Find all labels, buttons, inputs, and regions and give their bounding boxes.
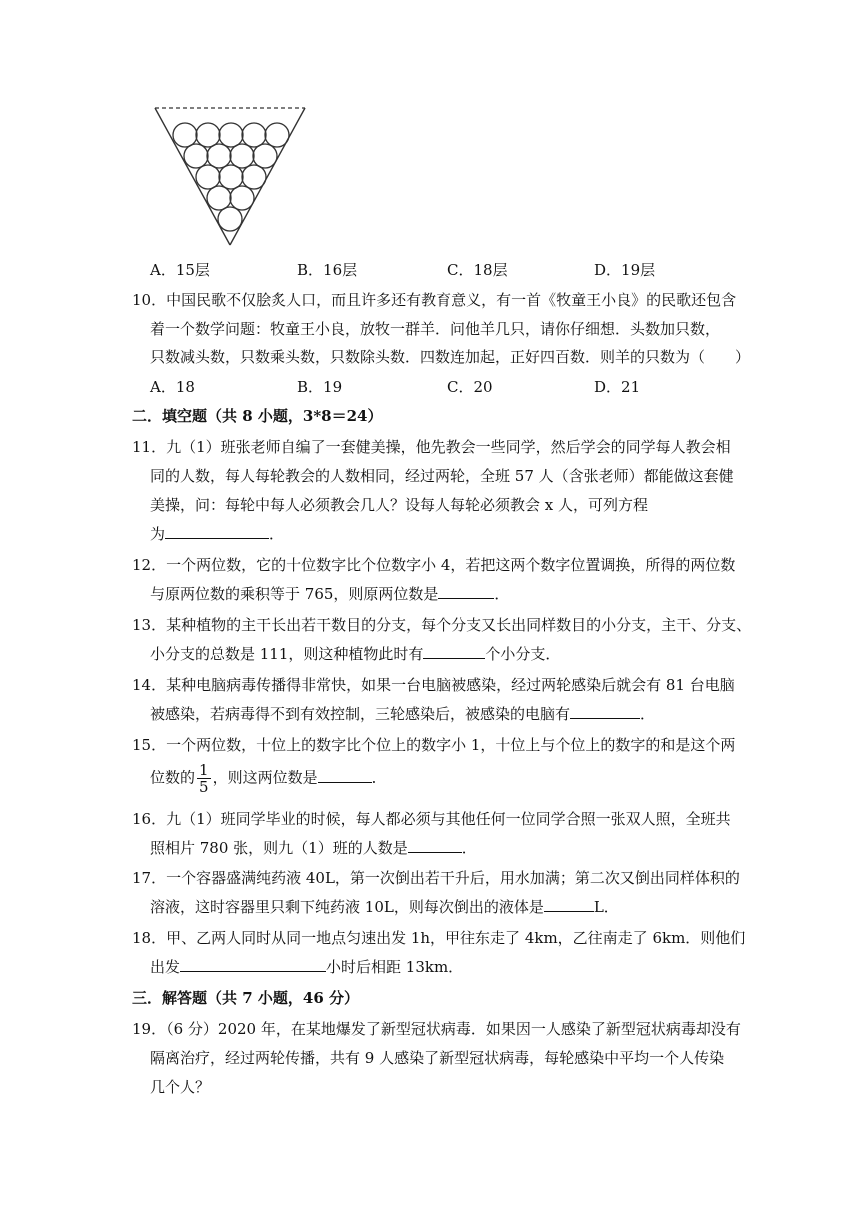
q11-line4: 为 ．: [150, 525, 285, 543]
q10-option-b: B．19: [297, 378, 343, 396]
q17-line1: 17．一个容器盛满纯药液 40L，第一次倒出若干升后，用水加满；第二次又倒出同样体积的: [132, 869, 740, 887]
section3-heading: 三．解答题（共 7 小题，46 分）: [132, 989, 359, 1007]
q13-line1: 13．某种植物的主干长出若干数目的分支，每个分支又长出同样数目的小分支，主干、分支、: [132, 616, 752, 634]
q14-line1: 14．某种电脑病毒传播得非常快，如果一台电脑被感染，经过两轮感染后就会有 81 台电脑: [132, 676, 735, 694]
q11-answer-blank[interactable]: [165, 524, 269, 539]
q15-answer-blank[interactable]: [318, 768, 372, 783]
q12-answer-blank[interactable]: [438, 584, 494, 599]
fraction-one-fifth: $\frac{1}{5}$: [199, 761, 209, 796]
q11-line1: 11．九（1）班张老师自编了一套健美操，他先教会一些同学，然后学会的同学每人教会相: [132, 438, 731, 456]
q9-option-a: A．15层: [150, 261, 210, 279]
q12-line2: 与原两位数的乘积等于 765，则原两位数是 ．: [150, 585, 510, 603]
q15-line2: 位数的 $\frac{1}{5}$ ，则这两位数是 ．: [150, 761, 387, 796]
q16-line2: 照相片 780 张，则九（1）班的人数是 ．: [150, 839, 477, 857]
q12-line1: 12．一个两位数，它的十位数字比个位数字小 4，若把这两个数字位置调换，所得的两位数: [132, 556, 736, 574]
q17-line2: 溶液，这时容器里只剩下纯药液 10L，则每次倒出的液体是 L．: [150, 898, 619, 916]
q16-answer-blank[interactable]: [408, 838, 462, 853]
q14-answer-blank[interactable]: [570, 704, 640, 719]
q11-line2: 同的人数，每人每轮教会的人数相同，经过两轮，全班 57 人（含张老师）都能做这套健: [150, 467, 734, 485]
circles: [173, 123, 289, 231]
q18-answer-blank[interactable]: [180, 957, 326, 972]
q15-line1: 15．一个两位数，十位上的数字比个位上的数字小 1，十位上与个位上的数字的和是这个两: [132, 736, 736, 754]
q10-option-a: A．18: [150, 378, 195, 396]
q19-line3: 几个人？: [150, 1078, 211, 1096]
q19-line1: 19．（6 分）2020 年，在某地爆发了新型冠状病毒．如果因一人感染了新型冠状病毒却没有: [132, 1020, 741, 1038]
q13-answer-blank[interactable]: [423, 644, 485, 659]
q10-line2: 着一个数学问题：牧童王小良，放牧一群羊．问他羊几只，请你仔细想．头数加只数，: [150, 320, 721, 338]
q14-line2: 被感染，若病毒得不到有效控制，三轮感染后，被感染的电脑有 ．: [150, 705, 656, 723]
q18-line2: 出发 小时后相距 13km．: [150, 958, 464, 976]
section2-heading: 二．填空题（共 8 小题，3*8＝24）: [132, 407, 383, 425]
q9-option-d: D．19层: [594, 261, 656, 279]
q18-line1: 18．甲、乙两人同时从同一地点匀速出发 1h，甲往东走了 4km，乙往南走了 6km．则他们: [132, 929, 746, 947]
q19-line2: 隔离治疗，经过两轮传播，共有 9 人感染了新型冠状病毒，每轮感染中平均一个人传染: [150, 1049, 725, 1067]
triangle-circles-figure: [150, 100, 310, 250]
q10-line3: 只数减头数，只数乘头数，只数除头数．四数连加起，正好四百数．则羊的只数为（ ）: [150, 348, 751, 366]
q13-line2: 小分支的总数是 111，则这种植物此时有 个小分支．: [150, 645, 561, 663]
q9-option-c: C．18层: [447, 261, 508, 279]
q16-line1: 16．九（1）班同学毕业的时候，每人都必须与其他任何一位同学合照一张双人照，全班共: [132, 810, 731, 828]
q10-option-d: D．21: [594, 378, 641, 396]
q10-option-c: C．20: [447, 378, 493, 396]
q11-line3: 美操，问：每轮中每人必须教会几人？设每人每轮必须教会 x 人，可列方程: [150, 496, 648, 514]
q9-option-b: B．16层: [297, 261, 358, 279]
q17-answer-blank[interactable]: [544, 897, 594, 912]
q10-line1: 10．中国民歌不仅脍炙人口，而且许多还有教育意义，有一首《牧童王小良》的民歌还包含: [132, 291, 737, 309]
